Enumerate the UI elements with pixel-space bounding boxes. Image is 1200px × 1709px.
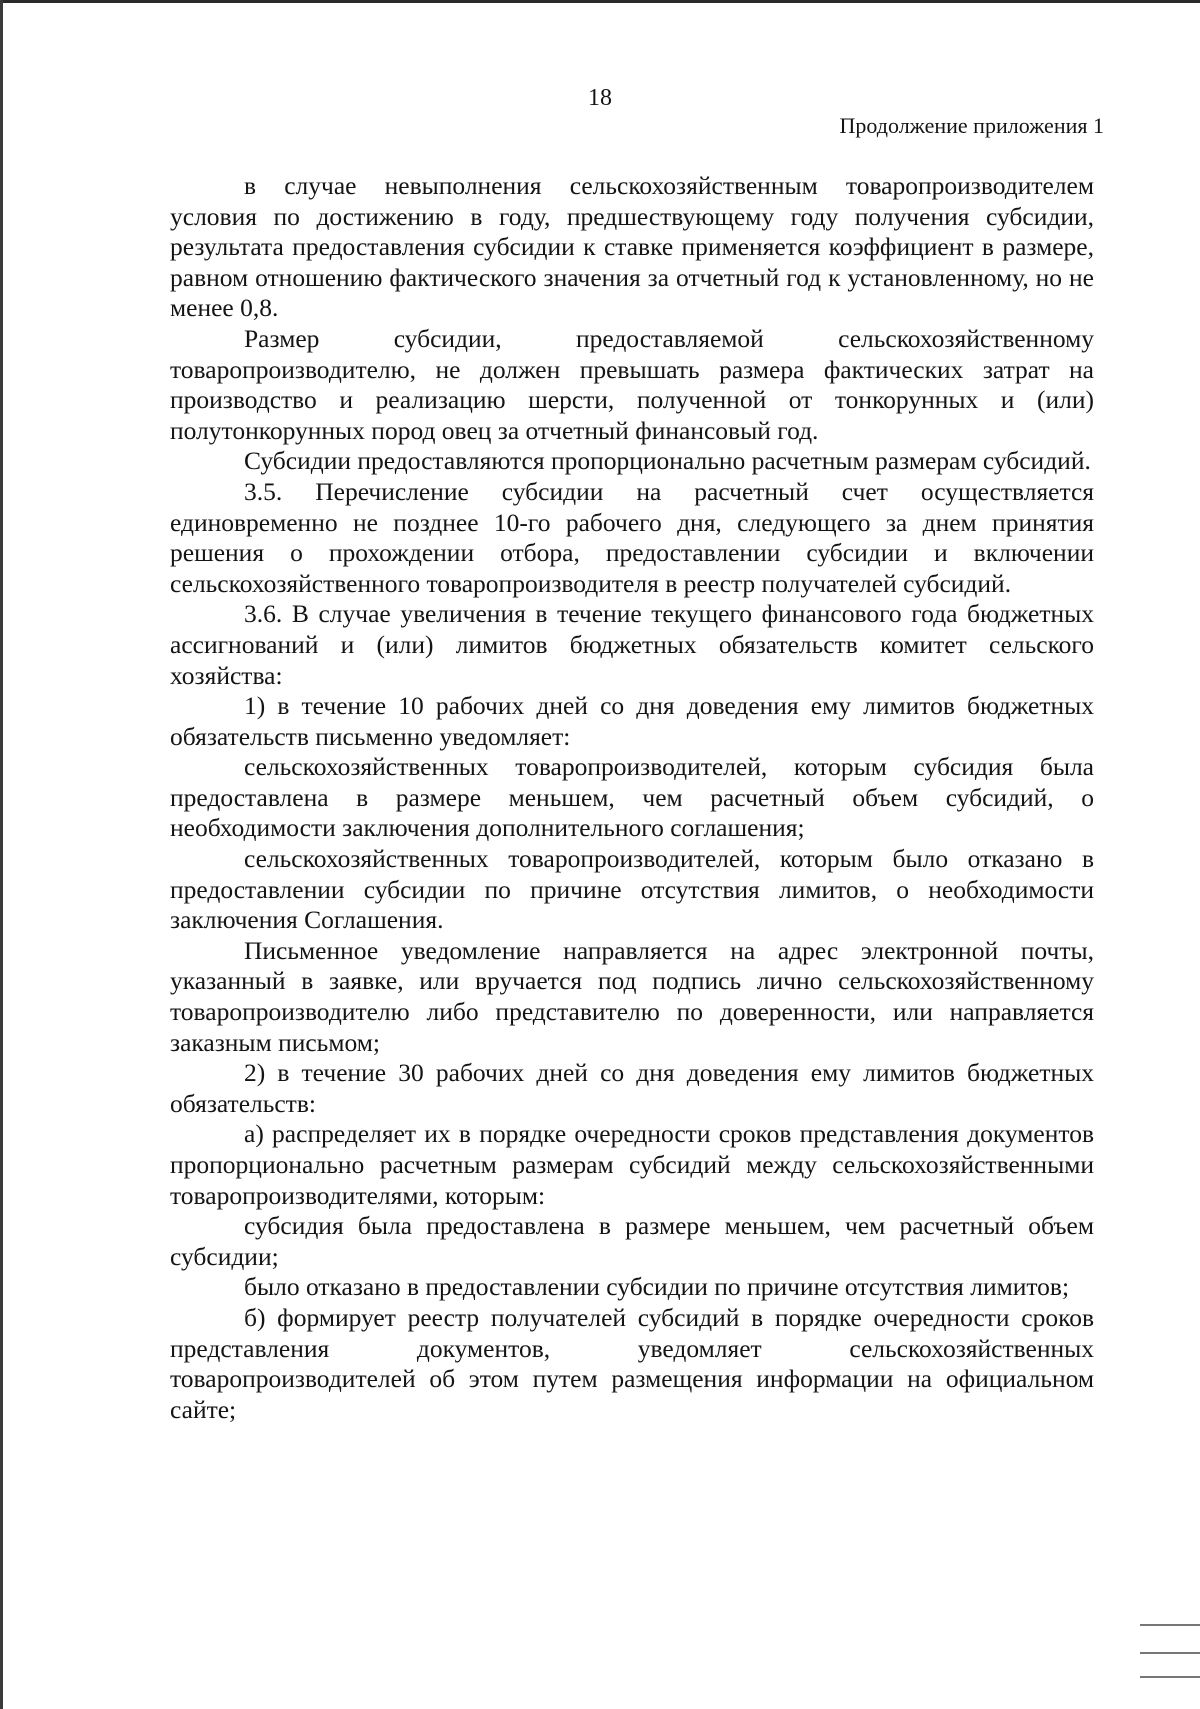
paragraph: субсидия была предоставлена в размере меньшем, чем расчетный объем субсидии; (170, 1211, 1094, 1271)
scan-mark (1140, 1676, 1200, 1678)
scan-mark (1140, 1652, 1200, 1654)
paragraph: б) формирует реестр получателей субсидий в порядке очередности сроков представления документов, уведомляет сельскохозяйственных товаропроизводителей об этом путем размещения информации на официальном сайте; (170, 1302, 1094, 1424)
paragraph: сельскохозяйственных товаропроизводителей, которым субсидия была предоставлена в размере меньшем, чем расчетный объем субсидий, о необходимости заключения дополнительного соглашения; (170, 752, 1094, 843)
paragraph: сельскохозяйственных товаропроизводителей, которым было отказано в предоставлении субсидии по причине отсутствия лимитов, о необходимости заключения Соглашения. (170, 844, 1094, 935)
paragraph: Письменное уведомление направляется на адрес электронной почты, указанный в заявке, или вручается под подпись лично сельскохозяйственному товаропроизводителю либо представителю по доверенности, или направляется заказным письмом; (170, 935, 1094, 1057)
paragraph: было отказано в предоставлении субсидии по причине отсутствия лимитов; (244, 1272, 1070, 1302)
paragraph: 3.5. Перечисление субсидии на расчетный счет осуществляется единовременно не позднее 10-го рабочего дня, следующего за днем принятия решения о прохождении отбора, предоставлении субсидии и включении сельскохозяйственного товаропроизводителя в реестр получателей субсидий. (170, 476, 1094, 598)
paragraph: Субсидии предоставляются пропорционально расчетным размерам субсидий. (244, 446, 1091, 476)
document-body (170, 171, 1094, 1425)
paragraph: 1) в течение 10 рабочих дней со дня доведения ему лимитов бюджетных обязательств письменно уведомляет: (170, 691, 1094, 751)
paragraph: Размер субсидии, предоставляемой сельскохозяйственному товаропроизводителю, не должен превышать размера фактических затрат на производство и реализацию шерсти, полученной от тонкорунных и (или) полутонкорунных пород овец за отчетный финансовый год. (170, 323, 1094, 445)
paragraph: 2) в течение 30 рабочих дней со дня доведения ему лимитов бюджетных обязательств: (170, 1058, 1094, 1118)
paragraph: 3.6. В случае увеличения в течение текущего финансового года бюджетных ассигнований и (или) лимитов бюджетных обязательств комитет сельского хозяйства: (170, 599, 1094, 690)
scan-edge-top (0, 0, 1200, 3)
appendix-note: Продолжение приложения 1 (839, 113, 1104, 138)
page-number: 18 (588, 85, 612, 111)
paragraph: в случае невыполнения сельскохозяйственным товаропроизводителем условия по достижению в году, предшествующему году получения субсидии, результата предоставления субсидии к ставке применяется коэффициент в размере, равном отношению фактического значения за отчетный год к установленному, но не менее 0,8. (170, 171, 1094, 323)
scan-mark (1140, 1624, 1200, 1626)
paragraph: а) распределяет их в порядке очередности сроков представления документов пропорционально расчетным размерам субсидий между сельскохозяйственными товаропроизводителями, которым: (170, 1119, 1094, 1210)
scan-edge-left (0, 0, 3, 1709)
